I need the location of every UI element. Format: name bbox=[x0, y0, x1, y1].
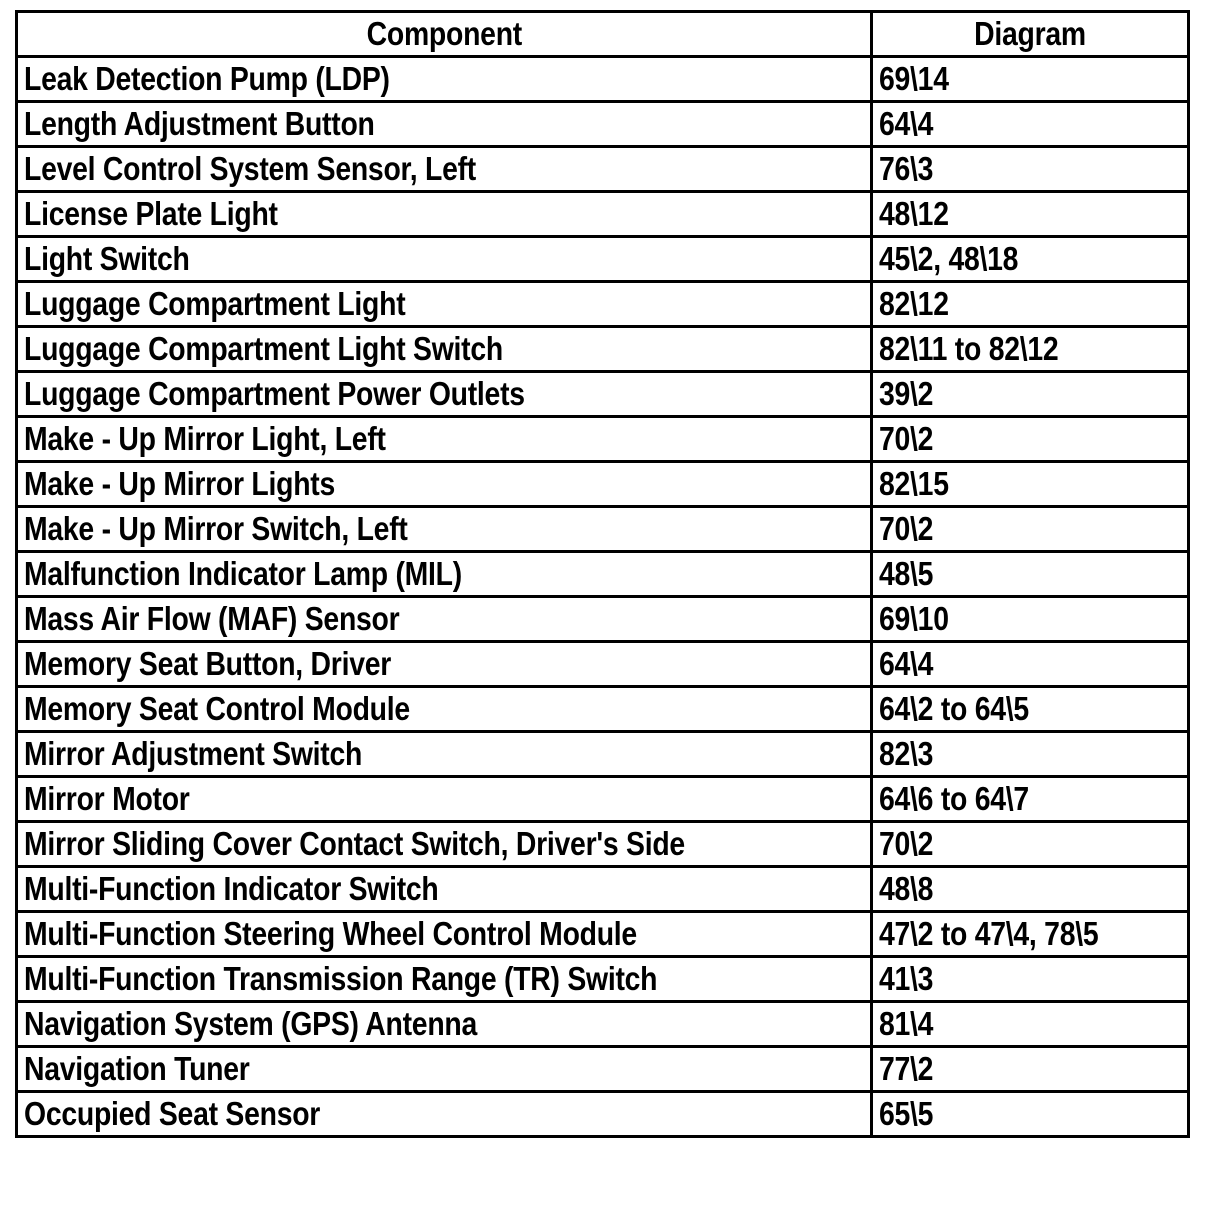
table-row bbox=[17, 417, 1189, 462]
column-header-diagram bbox=[872, 12, 1189, 57]
component-cell bbox=[17, 237, 872, 282]
table-row bbox=[17, 102, 1189, 147]
component-name: Multi-Function Indicator Switch bbox=[24, 870, 439, 907]
component-name: Navigation Tuner bbox=[24, 1050, 250, 1087]
table-row bbox=[17, 957, 1189, 1002]
component-cell bbox=[17, 102, 872, 147]
diagram-reference: 45\2, 48\18 bbox=[879, 240, 1019, 277]
component-name: Luggage Compartment Light bbox=[24, 285, 406, 322]
component-cell bbox=[17, 777, 872, 822]
table-row bbox=[17, 462, 1189, 507]
column-header-diagram-label: Diagram bbox=[974, 15, 1086, 52]
diagram-cell bbox=[872, 462, 1189, 507]
diagram-reference: 64\2 to 64\5 bbox=[879, 690, 1029, 727]
component-cell bbox=[17, 147, 872, 192]
component-name: Mirror Adjustment Switch bbox=[24, 735, 363, 772]
table-row bbox=[17, 597, 1189, 642]
table-row bbox=[17, 912, 1189, 957]
component-name: Memory Seat Button, Driver bbox=[24, 645, 392, 682]
table-row bbox=[17, 822, 1189, 867]
table-row bbox=[17, 57, 1189, 102]
component-cell bbox=[17, 642, 872, 687]
diagram-cell bbox=[872, 57, 1189, 102]
component-cell bbox=[17, 1047, 872, 1092]
diagram-reference: 82\12 bbox=[879, 285, 949, 322]
component-cell bbox=[17, 507, 872, 552]
table-body bbox=[17, 57, 1189, 1137]
diagram-reference: 70\2 bbox=[879, 825, 934, 862]
diagram-reference: 41\3 bbox=[879, 960, 934, 997]
component-cell bbox=[17, 867, 872, 912]
component-cell bbox=[17, 687, 872, 732]
diagram-reference: 64\4 bbox=[879, 645, 934, 682]
diagram-cell bbox=[872, 192, 1189, 237]
table-header-row bbox=[17, 12, 1189, 57]
diagram-reference: 39\2 bbox=[879, 375, 934, 412]
diagram-cell bbox=[872, 597, 1189, 642]
diagram-cell bbox=[872, 867, 1189, 912]
component-cell bbox=[17, 57, 872, 102]
component-name: Occupied Seat Sensor bbox=[24, 1095, 321, 1132]
table-row bbox=[17, 1047, 1189, 1092]
table-row bbox=[17, 552, 1189, 597]
component-name: Level Control System Sensor, Left bbox=[24, 150, 476, 187]
table-row bbox=[17, 642, 1189, 687]
component-cell bbox=[17, 912, 872, 957]
diagram-cell bbox=[872, 732, 1189, 777]
component-name: License Plate Light bbox=[24, 195, 278, 232]
diagram-reference: 65\5 bbox=[879, 1095, 934, 1132]
diagram-reference: 48\8 bbox=[879, 870, 934, 907]
component-name: Multi-Function Steering Wheel Control Module bbox=[24, 915, 637, 952]
component-name: Mirror Motor bbox=[24, 780, 190, 817]
component-name: Leak Detection Pump (LDP) bbox=[24, 60, 390, 97]
diagram-cell bbox=[872, 1002, 1189, 1047]
component-cell bbox=[17, 372, 872, 417]
diagram-reference: 64\6 to 64\7 bbox=[879, 780, 1029, 817]
column-header-component-label: Component bbox=[366, 15, 522, 52]
diagram-cell bbox=[872, 417, 1189, 462]
diagram-reference: 82\15 bbox=[879, 465, 949, 502]
component-name: Multi-Function Transmission Range (TR) Switch bbox=[24, 960, 658, 997]
component-name: Mirror Sliding Cover Contact Switch, Driver's Side bbox=[24, 825, 685, 862]
table-row bbox=[17, 147, 1189, 192]
component-cell bbox=[17, 957, 872, 1002]
diagram-cell bbox=[872, 1047, 1189, 1092]
diagram-reference: 47\2 to 47\4, 78\5 bbox=[879, 915, 1099, 952]
component-cell bbox=[17, 327, 872, 372]
table-row bbox=[17, 192, 1189, 237]
diagram-cell bbox=[872, 957, 1189, 1002]
diagram-reference: 76\3 bbox=[879, 150, 934, 187]
component-name: Mass Air Flow (MAF) Sensor bbox=[24, 600, 400, 637]
column-header-component bbox=[17, 12, 872, 57]
component-name: Luggage Compartment Power Outlets bbox=[24, 375, 525, 412]
component-cell bbox=[17, 732, 872, 777]
diagram-reference: 81\4 bbox=[879, 1005, 934, 1042]
table-row bbox=[17, 732, 1189, 777]
diagram-reference: 64\4 bbox=[879, 105, 934, 142]
component-name: Memory Seat Control Module bbox=[24, 690, 410, 727]
diagram-cell bbox=[872, 327, 1189, 372]
table-row bbox=[17, 327, 1189, 372]
component-name: Navigation System (GPS) Antenna bbox=[24, 1005, 478, 1042]
diagram-cell bbox=[872, 147, 1189, 192]
diagram-reference: 69\14 bbox=[879, 60, 949, 97]
component-name: Make - Up Mirror Light, Left bbox=[24, 420, 386, 457]
diagram-reference: 48\5 bbox=[879, 555, 934, 592]
component-cell bbox=[17, 597, 872, 642]
component-cell bbox=[17, 192, 872, 237]
table-row bbox=[17, 237, 1189, 282]
table-row bbox=[17, 777, 1189, 822]
diagram-reference: 48\12 bbox=[879, 195, 949, 232]
diagram-cell bbox=[872, 102, 1189, 147]
diagram-cell bbox=[872, 507, 1189, 552]
diagram-cell bbox=[872, 912, 1189, 957]
component-cell bbox=[17, 1002, 872, 1047]
table-row bbox=[17, 507, 1189, 552]
component-cell bbox=[17, 822, 872, 867]
diagram-cell bbox=[872, 372, 1189, 417]
table-row bbox=[17, 867, 1189, 912]
component-cell bbox=[17, 417, 872, 462]
diagram-cell bbox=[872, 282, 1189, 327]
diagram-reference: 77\2 bbox=[879, 1050, 934, 1087]
component-name: Malfunction Indicator Lamp (MIL) bbox=[24, 555, 462, 592]
diagram-reference: 70\2 bbox=[879, 510, 934, 547]
diagram-cell bbox=[872, 237, 1189, 282]
table-row bbox=[17, 372, 1189, 417]
diagram-reference: 82\11 to 82\12 bbox=[879, 330, 1059, 367]
table-row bbox=[17, 1092, 1189, 1137]
diagram-cell bbox=[872, 687, 1189, 732]
component-cell bbox=[17, 552, 872, 597]
component-cell bbox=[17, 1092, 872, 1137]
component-diagram-table bbox=[15, 10, 1190, 1138]
table-row bbox=[17, 282, 1189, 327]
diagram-cell bbox=[872, 642, 1189, 687]
diagram-cell bbox=[872, 552, 1189, 597]
component-name: Luggage Compartment Light Switch bbox=[24, 330, 503, 367]
diagram-reference: 70\2 bbox=[879, 420, 934, 457]
component-name: Make - Up Mirror Lights bbox=[24, 465, 336, 502]
table-row bbox=[17, 687, 1189, 732]
component-cell bbox=[17, 462, 872, 507]
table-row bbox=[17, 1002, 1189, 1047]
component-cell bbox=[17, 282, 872, 327]
component-name: Light Switch bbox=[24, 240, 190, 277]
diagram-cell bbox=[872, 777, 1189, 822]
diagram-reference: 82\3 bbox=[879, 735, 934, 772]
diagram-cell bbox=[872, 822, 1189, 867]
component-name: Make - Up Mirror Switch, Left bbox=[24, 510, 408, 547]
component-name: Length Adjustment Button bbox=[24, 105, 375, 142]
diagram-reference: 69\10 bbox=[879, 600, 949, 637]
diagram-cell bbox=[872, 1092, 1189, 1137]
